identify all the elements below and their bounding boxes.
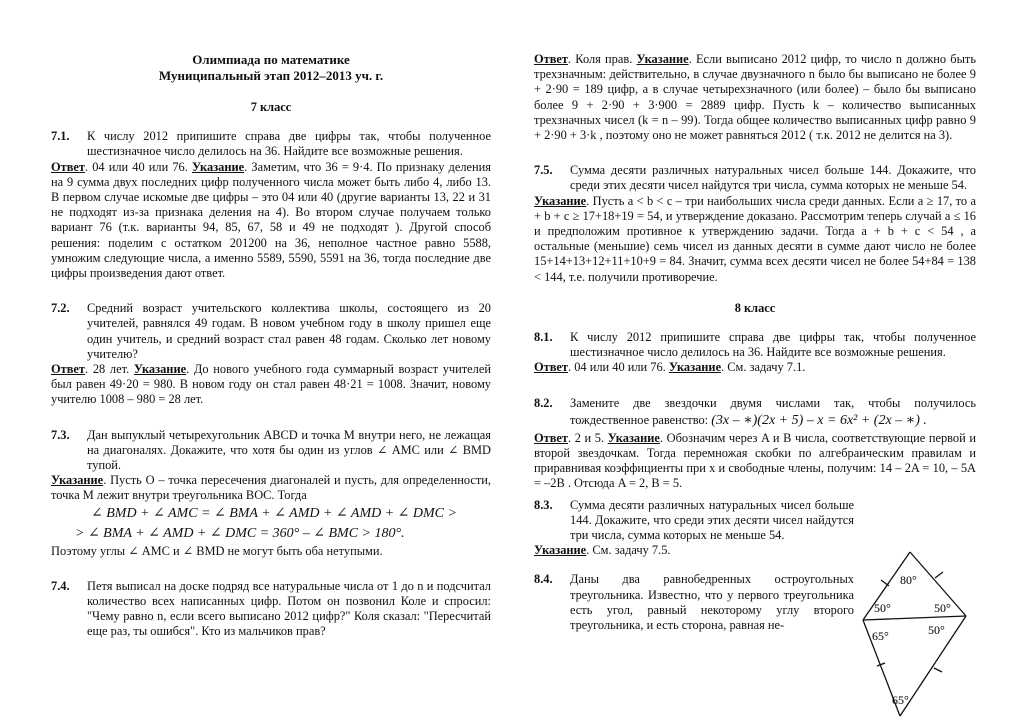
answer-value: 28 лет.	[92, 362, 130, 377]
angle-65-left-label: 65°	[872, 629, 889, 643]
solution-8-3: Указание. См. задачу 7.5.	[534, 543, 671, 558]
hint-label: Указание	[191, 159, 245, 174]
task-8-3	[534, 498, 854, 544]
task-7-5	[534, 163, 976, 193]
hint-text: Если выписано 2012 цифр, то число n должно быть трехзначным: действительно, в случае двузначного n было бы выписано не более 9 + 2·90 = 189 цифр, а в случае четырехзначного (или более) – было бы выписано более 9 + 2·90 + 3·900 = 2889 цифр. Пусть k – количество выписанных трехзначных чисел (k = n – 99). Тогда общее количество выписанных цифр равно 9 + 2·90 + 3·k , поэтому оно не может равняться 2012 ( т.к. 2012 не делится на 3).	[534, 52, 976, 143]
identity-formula: (3x – ∗)(2x + 5) – x = 6x² + (2x – ∗) .	[711, 412, 927, 428]
task-number: 8.2.	[534, 395, 553, 410]
task-text: Средний возраст учительского коллектива школы, состоящего из 20 учителей, равнялся 49 годам. В новом учебном году в школу пришел еще один учитель, и средний возраст стал равен 48 годам. Сколько лет новому учителю?	[87, 301, 491, 361]
answer-label: Ответ	[534, 360, 569, 375]
hint-label: Указание	[534, 193, 587, 208]
hint-text: Пусть O – точка пересечения диагоналей и пусть, для определенности, точка M лежит внутри треугольника BOC. Тогда	[51, 473, 491, 503]
left-column	[51, 52, 491, 640]
conclusion-7-3: Поэтому углы ∠ AMC и ∠ BMD не могут быть оба нетупыми.	[51, 543, 383, 558]
triangles-figure	[858, 548, 974, 720]
answer-value: 04 или 40 или 76.	[574, 360, 666, 375]
task-7-4	[51, 579, 491, 640]
angle-80-label: 80°	[900, 573, 917, 587]
solution-7-1: Ответ. 04 или 40 или 76. Указание. Заметим, что 36 = 9·4. По признаку деления на 9 сумма двух последних цифр полученного числа может быть либо 4, либо 13. В первом случае искомые две цифры – это 04 или 40 (другие варианты 13, 22 и 31 не подходят из-за признака деления на 4). Во втором случае получаем только вариант 76 (т.к. варианты 94, 85, 67, 58 и 49 не подходят ). Другой способ решения: поделим с остатком 201200 на 36, неполное частное равно 5588, умножим следующие числа, а именно 5589, 5590, 5591 на 36, тогда последние две цифры произведения дают ответ.	[51, 159, 491, 281]
hint-label: Указание	[668, 360, 722, 375]
solution-7-3: Указание. Пусть O – точка пересечения диагоналей и пусть, для определенности, точка M лежит внутри треугольника BOC. Тогда	[51, 473, 491, 503]
solution-7-5: Указание. Пусть a < b < c – три наибольших числа среди данных. Если a ≥ 17, то a + b + c ≥ 17+18+19 = 54, и утверждение доказано. Рассмотрим теперь случай a ≤ 16 и предположим противное к утверждению задачи. Тогда a + b + c < 54 , а остальные (меньшие) семь чисел из данных десяти в сумме дают число не более 15+14+13+12+11+10+9 = 84. Значит, сумма всех десяти чисел не более 54+84 = 138 < 144, т.е. получили противоречие.	[534, 193, 976, 284]
hint-text: См. задачу 7.1.	[727, 360, 806, 375]
task-8-4	[534, 572, 854, 633]
task-number: 8.1.	[534, 330, 553, 345]
answer-label: Ответ	[534, 52, 569, 66]
angle-50-right-label: 50°	[934, 601, 951, 615]
task-8-2	[534, 396, 976, 431]
task-number: 8.3.	[534, 497, 553, 512]
hint-label: Указание	[607, 430, 660, 445]
task-7-3	[51, 428, 491, 474]
task-number: 7.4.	[51, 578, 70, 593]
task-number: 8.4.	[534, 572, 553, 587]
math-line-1: ∠ BMD + ∠ AMC = ∠ BMA + ∠ AMD + ∠ AMD + ∠ DMC >	[91, 505, 457, 521]
answer-value: 04 или 40 или 76.	[92, 159, 188, 174]
task-text: Сумма десяти различных натуральных чисел больше 144. Докажите, что среди этих десяти чисел найдутся три числа, сумма которых не меньше 54.	[570, 497, 854, 543]
hint-text: Пусть a < b < c – три наибольших числа среди данных. Если a ≥ 17, то a + b + c ≥ 17+18+19 = 54, и утверждение доказано. Рассмотрим теперь случай a ≤ 16 и предположим противное к утверждению задачи. Тогда a + b + c < 54 , а остальные (меньшие) семь чисел из данных десяти в сумме дают число не более 15+14+13+12+11+10+9 = 84. Значит, сумма всех десяти чисел не более 54+84 = 138 < 144, т.е. получили противоречие.	[534, 193, 976, 284]
task-text: Замените две звездочки двумя числами так, чтобы получилось тождественное равенство:	[570, 395, 976, 427]
answer-label: Ответ	[51, 362, 86, 377]
angle-65-bottom-label: 65°	[892, 693, 909, 707]
answer-value: 2 и 5.	[574, 430, 605, 445]
answer-label: Ответ	[51, 159, 86, 174]
angle-50-left-label: 50°	[874, 601, 891, 615]
hint-text: Заметим, что 36 = 9·4. По признаку деления на 9 сумма двух последних цифр полученного числа может быть либо 4, либо 13. В первом случае искомые две цифры – это 04 или 40 (другие варианты 13, 22 и 31 не подходят из-за признака деления на 4). Во втором случае получаем только вариант 76 (т.к. варианты 94, 85, 67, 58 и 49 не подходят ). Другой способ решения: поделим с остатком 201200 на 36, неполное частное равно 5588, умножим следующие числа, а именно 5589, 5590, 5591 на 36, тогда последние две цифры произведения дают ответ.	[51, 159, 491, 281]
right-column	[534, 52, 976, 633]
solution-7-2: Ответ. 28 лет. Указание. До нового учебного года суммарный возраст учителей был равен 49·20 = 980. В новом году он стал равен 48·21 = 1008. Значит, новому учителю 1008 – 980 = 28 лет.	[51, 362, 491, 407]
task-text: К числу 2012 припишите справа две цифры так, чтобы полученное шестизначное число делилось на 36. Найдите все возможные решения.	[570, 330, 976, 360]
grade-7-heading: 7 класс	[250, 100, 292, 114]
hint-text: Обозначим через A и B числа, соответствующие первой и второй звездочкам. Тогда перемножая скобки по алгебраическим правилам и приравнивая коэффициенты при x и свободные члены, получим: 14 – 2A = 10, – 5A = –2B . Отсюда A = 2, B = 5.	[534, 430, 976, 491]
hint-text: До нового учебного года суммарный возраст учителей был равен 49·20 = 980. В новом году он стал равен 48·21 = 1008. Значит, новому учителю 1008 – 980 = 28 лет.	[51, 362, 491, 407]
task-8-1	[534, 330, 976, 360]
task-number: 7.2.	[51, 301, 70, 316]
task-body	[570, 396, 976, 431]
hint-text: См. задачу 7.5.	[592, 543, 671, 558]
answer-label: Ответ	[534, 430, 569, 445]
grade-8-heading: 8 класс	[734, 300, 776, 315]
olympiad-title: Олимпиада по математике	[192, 52, 350, 67]
answer-value: Коля прав.	[575, 52, 633, 66]
task-number: 7.5.	[534, 163, 553, 178]
task-text: Сумма десяти различных натуральных чисел больше 144. Докажите, что среди этих десяти чисел найдутся три числа, сумма которых не меньше 54.	[570, 163, 976, 193]
task-7-1	[51, 129, 491, 159]
task-text: Даны два равнобедренных остроугольных треугольника. Известно, что у первого треугольника есть угол, равный некоторому углу второго треугольника, и есть сторона, равная не-	[570, 572, 854, 633]
solution-8-2: Ответ. 2 и 5. Указание. Обозначим через A и B числа, соответствующие первой и второй звездочкам. Тогда перемножая скобки по алгебраическим правилам и приравнивая коэффициенты при x и свободные члены, получим: 14 – 2A = 10, – 5A = –2B . Отсюда A = 2, B = 5.	[534, 430, 976, 491]
hint-label: Указание	[51, 473, 104, 488]
solution-8-1: Ответ. 04 или 40 или 76. Указание. См. задачу 7.1.	[534, 360, 806, 375]
hint-label: Указание	[534, 543, 587, 558]
solution-7-4: Ответ. Коля прав. Указание. Если выписано 2012 цифр, то число n должно быть трехзначным: действительно, в случае двузначного n было бы выписано не более 9 + 2·90 = 189 цифр, а в случае четырехзначного (или более) – было бы выписано более 9 + 2·90 + 3·900 = 2889 цифр. Пусть k – количество выписанных трехзначных чисел (k = n – 99). Тогда общее количество выписанных цифр равно 9 + 2·90 + 3·k , поэтому оно не может равняться 2012 ( т.к. 2012 не делится на 3).	[534, 52, 976, 143]
task-text: К числу 2012 припишите справа две цифры так, чтобы полученное шестизначное число делилось на 36. Найдите все возможные решения.	[87, 129, 491, 159]
task-7-2	[51, 301, 491, 362]
task-text: Дан выпуклый четырехугольник ABCD и точка M внутри него, не лежащая на диагоналях. Докажите, что хотя бы один из углов ∠ AMC или ∠ BMD тупой.	[87, 427, 491, 473]
task-text: Петя выписал на доске подряд все натуральные числа от 1 до n и подсчитал количество всех написанных цифр. Потом он позвонил Коле и спросил: "Чему равно n, если всего выписано 2012 цифр?" Коля сказал: "Пересчитай еще раз, ты ошибся". Кто из мальчиков прав?	[87, 578, 491, 639]
math-line-2: > ∠ BMA + ∠ AMD + ∠ DMC = 360° – ∠ BMC > 180°.	[75, 525, 405, 541]
angle-50-lower-label: 50°	[928, 623, 945, 637]
hint-label: Указание	[133, 362, 187, 377]
task-number: 7.1.	[51, 129, 70, 144]
hint-label: Указание	[636, 52, 689, 66]
olympiad-subtitle: Муниципальный этап 2012–2013 уч. г.	[158, 68, 384, 83]
task-number: 7.3.	[51, 427, 70, 442]
